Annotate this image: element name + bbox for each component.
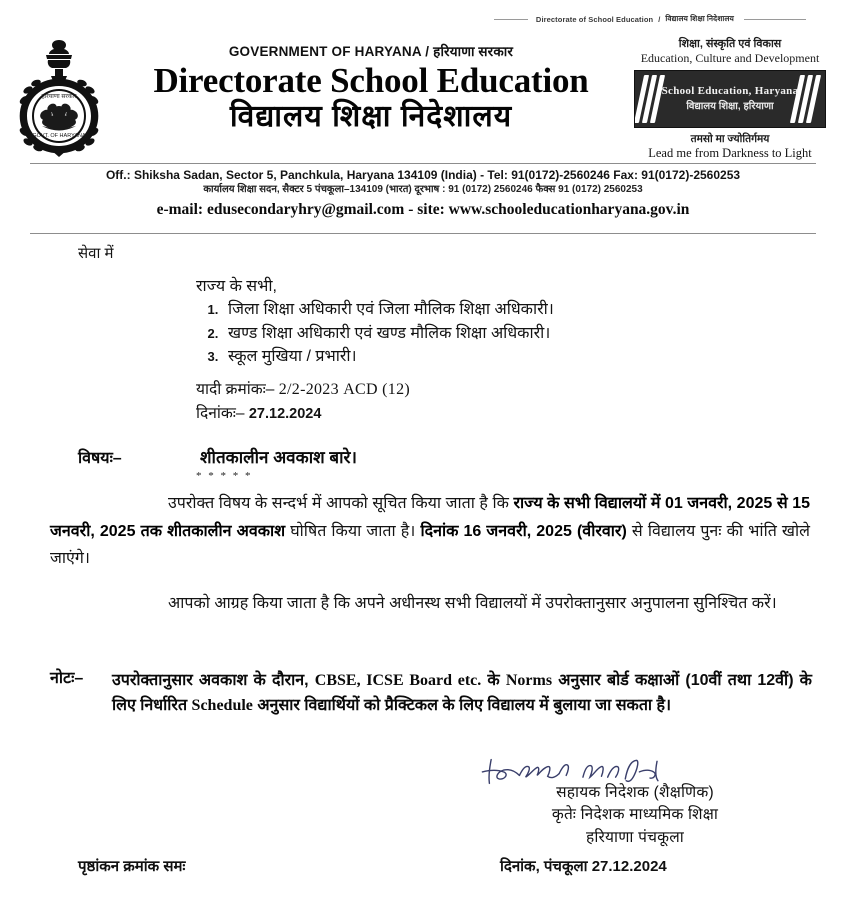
subject-label: विषयः– <box>78 450 122 467</box>
signatory-designation: सहायक निदेशक (शैक्षणिक) <box>556 784 714 801</box>
note-label: नोटः– <box>50 670 84 687</box>
signatory-location: हरियाणा पंचकूला <box>586 828 684 846</box>
motto-english: Lead me from Darkness to Light <box>648 145 812 160</box>
office-address-hindi: कार्यालय शिक्षा सदन, सैक्टर 5 पंचकूला–134109 (भारत) दूरभाष : 91 (0172) 2560246 फैक्स 91 (0172) 2560253 <box>203 184 643 196</box>
note-text-2: के <box>481 671 506 689</box>
running-head-rule-left <box>494 19 528 20</box>
letter-body <box>0 238 846 900</box>
government-line-hi: हरियाणा सरकार <box>433 44 514 59</box>
department-name-english: Directorate School Education <box>153 61 589 100</box>
government-line <box>118 42 624 60</box>
memo-number-row <box>196 378 410 402</box>
svg-text:GOVT. OF HARYANA: GOVT. OF HARYANA <box>32 133 86 139</box>
logo-box-hindi: विद्यालय शिक्षा, हरियाणा <box>686 101 774 113</box>
paragraph-one-part2: घोषित किया जाता है। <box>285 522 421 540</box>
logo-tagline-english: Education, Culture and Development <box>640 51 820 66</box>
memo-date-label: दिनांकः– <box>196 405 245 422</box>
addressee-intro: राज्य के सभी, <box>196 278 277 295</box>
star-separator: * * * * * <box>196 470 253 482</box>
paragraph-one <box>50 490 810 573</box>
list-item: 2. खण्ड शिक्षा अधिकारी एवं खण्ड मौलिक शिक्षा अधिकारी। <box>222 322 666 346</box>
government-line-en: GOVERNMENT OF HARYANA / <box>228 44 430 59</box>
svg-text:हरियाणा सरकार: हरियाणा सरकार <box>41 94 77 100</box>
logo-tagline-hindi: शिक्षा, संस्कृति एवं विकास <box>678 38 782 50</box>
logo-stripes-right <box>795 75 821 123</box>
note-text-1: उपरोक्तानुसार अवकाश के दौरान, <box>112 671 315 689</box>
memo-reference-block <box>196 378 410 426</box>
header-divider-top <box>30 163 816 164</box>
signature-block <box>470 756 800 849</box>
paragraph-one-bold2: दिनांक 16 जनवरी, 2025 (वीरवार) <box>420 522 627 540</box>
memo-number-label: यादी क्रमांकः– <box>196 381 275 398</box>
endorsement-label: पृष्ठांकन क्रमांक समः <box>78 858 186 875</box>
running-head-rule-right <box>744 19 806 20</box>
footer-block <box>0 856 846 896</box>
subject-text: शीतकालीन अवकाश बारे। <box>200 448 357 467</box>
header-divider-bottom <box>30 233 816 234</box>
logo-stripes-left <box>639 75 665 123</box>
haryana-state-emblem-icon <box>11 36 107 158</box>
addressee-list <box>196 298 666 369</box>
note-block <box>50 666 812 719</box>
department-logo-block <box>624 32 846 161</box>
masthead <box>118 32 624 135</box>
memo-date-value: 27.12.2024 <box>248 406 322 422</box>
running-head-hindi: विद्यालय शिक्षा निदेशालय <box>665 14 734 23</box>
motto-hindi: तमसो मा ज्योतिर्गमय <box>690 132 770 145</box>
note-english-1: CBSE, ICSE Board etc. <box>314 671 482 689</box>
paragraph-two-text: आपको आग्रह किया जाता है कि अपने अधीनस्थ सभी विद्यालयों में उपरोक्तानुसार अनुपालना सुनिश्चित करें। <box>168 595 777 612</box>
note-english-3: Schedule <box>191 697 253 715</box>
note-text-3: अनुसार बोर्ड कक्षाओं (10वीं तथा 12वीं) के लिए निर्धारित <box>112 671 812 715</box>
school-education-logo-icon <box>634 70 826 128</box>
emblem-container <box>0 32 118 158</box>
email-and-website: e-mail: edusecondaryhry@gmail.com - site: www.schooleducationharyana.gov.in <box>156 200 690 218</box>
department-name-hindi: विद्यालय शिक्षा निदेशालय <box>229 100 513 134</box>
note-text <box>50 668 812 719</box>
paragraph-one-part1: उपरोक्त विषय के सन्दर्भ में आपको सूचित किया जाता है कि <box>168 495 514 512</box>
subject-row <box>78 445 778 468</box>
note-english-2: Norms <box>505 671 553 689</box>
memo-number-value: 2/2-2023 ACD (12) <box>278 381 411 398</box>
contact-block <box>0 167 846 220</box>
note-text-4: अनुसार विद्यार्थियों को प्रैक्टिकल के लिए विद्यालय में बुलाया जा सकता है। <box>252 697 672 715</box>
running-head-separator: / <box>658 14 661 24</box>
memo-date-row <box>196 402 410 426</box>
paragraph-one-part3: से विद्यालय पुनः की भांति खोले जाएंगे। <box>50 522 811 568</box>
list-item: 3. स्कूल मुखिया / प्रभारी। <box>222 345 666 369</box>
logo-box-english: School Education, Haryana <box>661 85 799 98</box>
to-label: सेवा में <box>78 245 114 262</box>
running-head <box>0 14 846 24</box>
running-head-english: Directorate of School Education <box>535 14 654 24</box>
addressee-block <box>196 274 666 369</box>
signatory-on-behalf: कृतेः निदेशक माध्यमिक शिक्षा <box>551 806 719 824</box>
paragraph-one-bold1: राज्य के सभी विद्यालयों में 01 जनवरी, 2025 से 15 जनवरी, 2025 तक शीतकालीन अवकाश <box>50 495 811 540</box>
paragraph-two <box>50 590 810 618</box>
list-item: 1. जिला शिक्षा अधिकारी एवं जिला मौलिक शिक्षा अधिकारी। <box>222 298 666 322</box>
letterhead <box>0 32 846 162</box>
footer-date-place: दिनांक, पंचकूला 27.12.2024 <box>500 858 667 875</box>
office-address-english: Off.: Shiksha Sadan, Sector 5, Panchkula, Haryana 134109 (India) - Tel: 91(0172)-2560246 Fax: 91(0172)-2560253 <box>105 168 741 182</box>
